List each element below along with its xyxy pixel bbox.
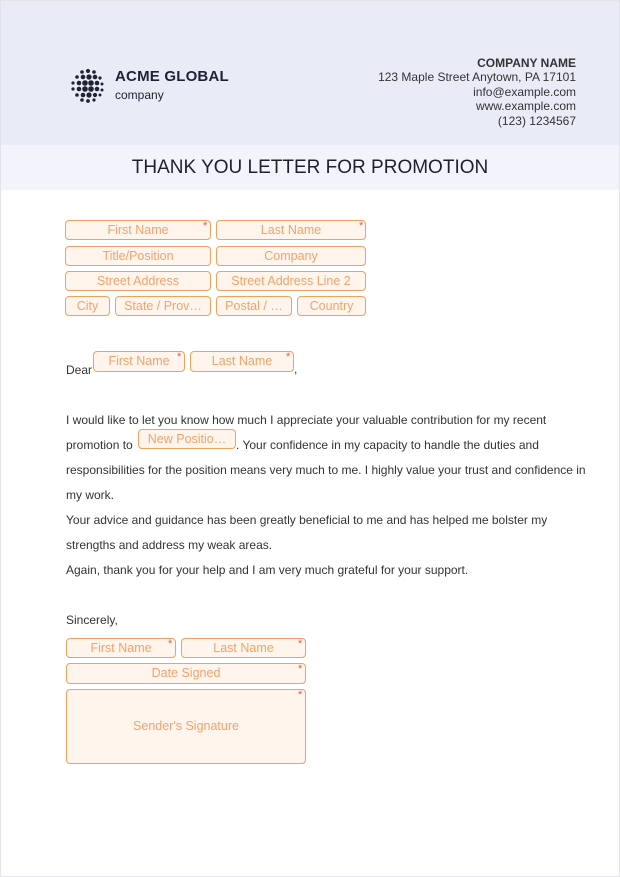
company-phone: (123) 1234567 <box>497 113 576 128</box>
recipient-title-position-field[interactable]: Title/Position <box>65 246 211 266</box>
required-marker: * <box>298 638 303 650</box>
company-website: www.example.com <box>475 99 576 114</box>
required-marker: * <box>168 638 173 650</box>
recipient-company-field[interactable]: Company <box>216 246 366 266</box>
company-contact-block <box>378 56 576 128</box>
brand-name: ACME GLOBAL <box>115 68 229 85</box>
company-address: 123 Maple Street Anytown, PA 17101 <box>378 70 576 85</box>
body-line-7: Again, thank you for your help and I am very much grateful for your support. <box>66 563 469 577</box>
required-marker: * <box>177 351 182 363</box>
recipient-city-field[interactable]: City <box>65 296 110 316</box>
required-marker: * <box>298 663 303 675</box>
recipient-postal-field[interactable]: Postal / … <box>216 296 292 316</box>
body-line-3: responsibilities for the position means very much to me. I highly value your trust and confidence in <box>66 463 586 477</box>
body-line-2-post: . Your confidence in my capacity to handle the duties and <box>236 438 539 452</box>
recipient-state-field[interactable]: State / Prov… <box>115 296 211 316</box>
required-marker: * <box>203 220 208 232</box>
greeting-first-name-field[interactable]: First Name <box>93 351 185 372</box>
greeting-dear: Dear <box>66 363 93 377</box>
body-line-4: my work. <box>66 488 114 502</box>
recipient-first-name-field[interactable]: First Name <box>65 220 211 240</box>
required-marker: * <box>359 220 364 232</box>
required-marker: * <box>298 689 303 701</box>
recipient-last-name-field[interactable]: Last Name <box>216 220 366 240</box>
company-email: info@example.com <box>473 84 576 99</box>
sender-last-name-field[interactable]: Last Name <box>181 638 306 658</box>
body-line-1: I would like to let you know how much I appreciate your valuable contribution for my recent <box>66 413 547 427</box>
new-position-field[interactable]: New Positio… <box>138 429 236 449</box>
recipient-street-address-2-field[interactable]: Street Address Line 2 <box>216 271 366 291</box>
sender-first-name-field[interactable]: First Name <box>66 638 176 658</box>
recipient-street-address-field[interactable]: Street Address <box>65 271 211 291</box>
body-line-2-pre: promotion to <box>66 438 133 452</box>
greeting-comma: , <box>294 362 298 376</box>
sender-signature-field[interactable]: Sender's Signature <box>66 689 306 764</box>
recipient-country-field[interactable]: Country <box>297 296 366 316</box>
required-marker: * <box>286 351 291 363</box>
closing-sincerely: Sincerely, <box>66 613 118 627</box>
company-name: COMPANY NAME <box>477 56 576 70</box>
globe-dots-logo-icon <box>68 67 106 105</box>
greeting-last-name-field[interactable]: Last Name <box>190 351 294 372</box>
body-line-6: strengths and address my weak areas. <box>66 538 273 552</box>
brand-subtitle: company <box>115 88 164 102</box>
date-signed-field[interactable]: Date Signed <box>66 663 306 684</box>
body-line-5: Your advice and guidance has been greatly beneficial to me and has helped me bolster my <box>66 513 548 527</box>
letter-title: THANK YOU LETTER FOR PROMOTION <box>131 157 489 178</box>
